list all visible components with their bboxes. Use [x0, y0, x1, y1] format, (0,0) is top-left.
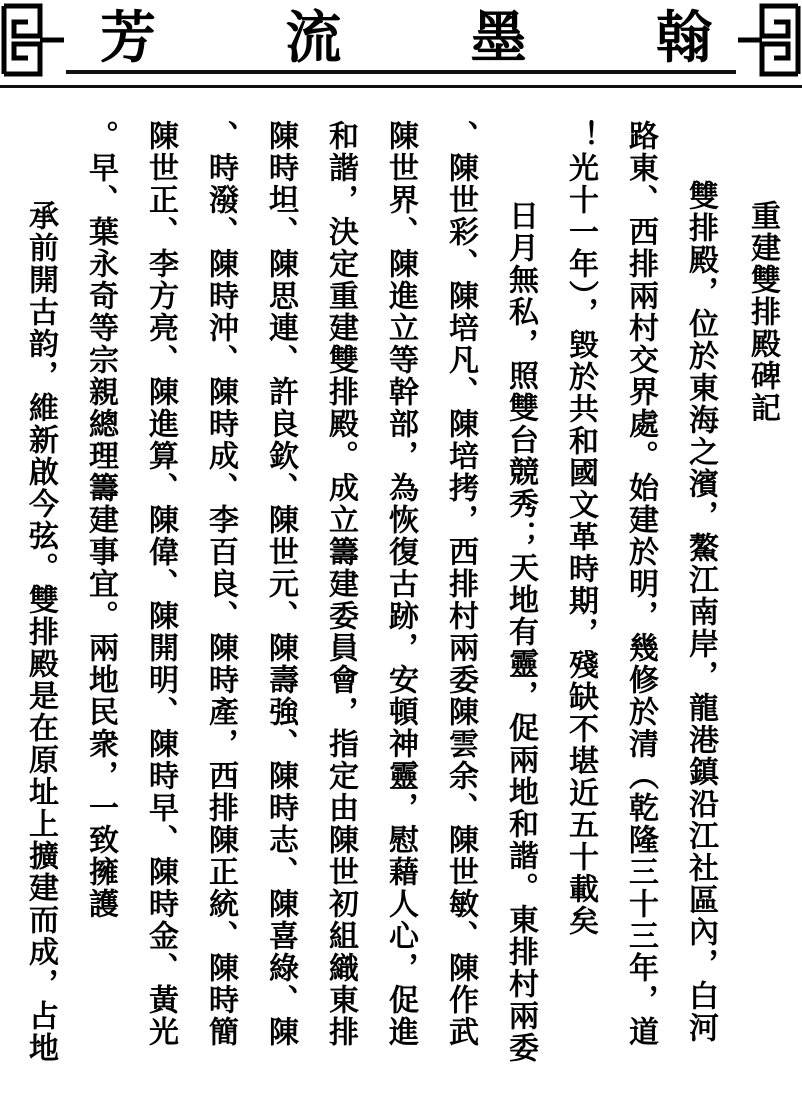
header-title-char: 翰	[655, 5, 712, 71]
header-title-char: 墨	[470, 5, 527, 71]
header-title-char: 芳	[100, 5, 156, 71]
inscription-column: 承前開古韵，維新啟今弦。雙排殿是在原址上擴建而成，占地	[23, 200, 58, 1064]
inscription-column: 光十一年），毀於共和國文革時期，殘缺不堪近五十載矣！	[563, 120, 598, 937]
header-rule	[66, 70, 736, 74]
inscription-column: 陳世正、李方亮、陳進算、陳偉、陳開明、陳時早、陳時金、黃光	[143, 120, 178, 1048]
inscription-column: 早、葉永奇等宗親總理籌建事宜。兩地民衆，一致擁護。	[83, 120, 118, 920]
inscription-column: 日月無私，照雙台競秀；天地有靈，促兩地和諧。東排村兩委	[503, 200, 538, 1064]
inscription-column: 雙排殿，位於東海之濱，鰲江南岸，龍港鎮沿江社區內，白河	[683, 180, 718, 1044]
page-header	[0, 0, 802, 88]
lattice-ornament-right	[738, 2, 802, 78]
inscription-title: 重建雙排殿碑記	[745, 200, 780, 424]
header-title	[0, 6, 802, 70]
inscription-column: 陳時坦、陳思連、許良欽、陳世元、陳壽強、陳時志、陳喜綠、陳	[263, 120, 298, 1048]
inscription-column: 陳世界、陳進立等幹部，為恢復古跡，安頓神靈，慰藉人心，促進	[383, 120, 418, 1048]
header-title-char: 流	[285, 5, 342, 71]
inscription-column: 和諧，決定重建雙排殿。成立籌建委員會，指定由陳世初組織東排	[323, 120, 358, 1048]
inscription-column: 時潑、陳時沖、陳時成、李百良、陳時產，西排陳正統、陳時簡、	[203, 120, 238, 1048]
inscription-column: 陳世彩、陳培凡、陳培拷，西排村兩委陳雲余、陳世敏、陳作武、	[443, 120, 478, 1048]
inscription-body	[20, 120, 780, 1080]
inscription-column: 路東、西排兩村交界處。始建於明，幾修於清（乾隆三十三年，道	[623, 120, 658, 1048]
